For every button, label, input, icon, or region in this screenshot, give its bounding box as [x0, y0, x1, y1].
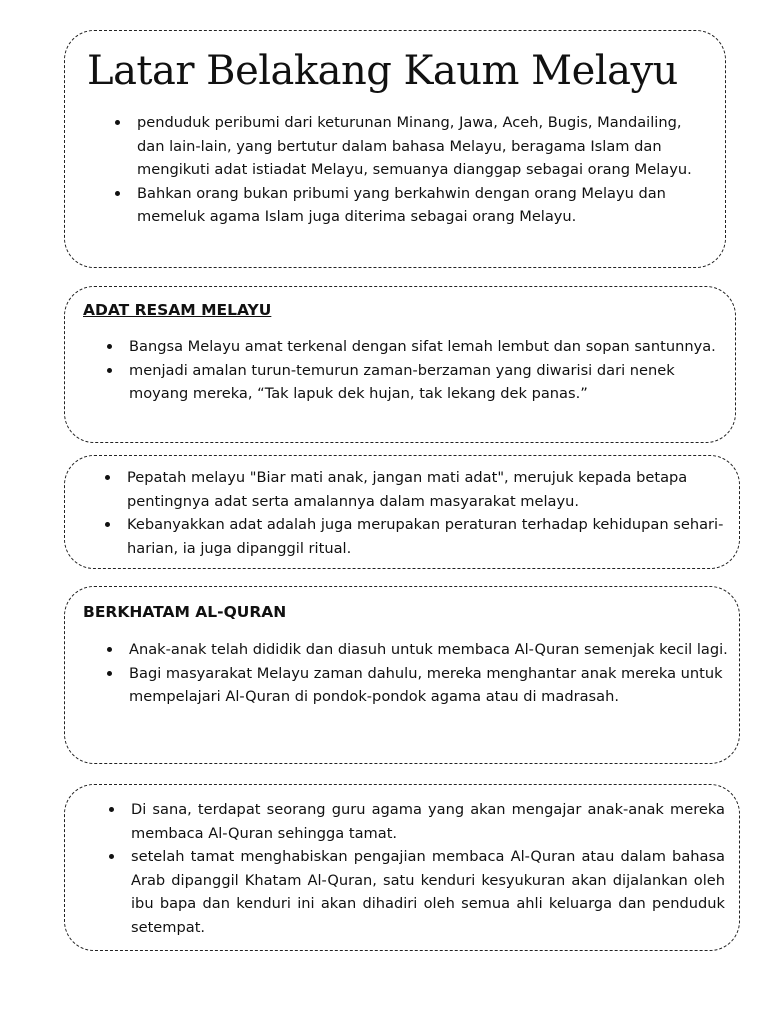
bullet-item: Kebanyakkan adat adalah juga merupakan peraturan terhadap kehidupan sehari-harian, ia juga dipanggil ritual.	[101, 513, 731, 560]
bullet-item: menjadi amalan turun-temurun zaman-berzaman yang diwarisi dari nenek moyang mereka, “Tak lapuk dek hujan, tak lekang dek panas.”	[103, 359, 723, 406]
bullet-item: setelah tamat menghabiskan pengajian membaca Al-Quran atau dalam bahasa Arab dipanggil Khatam Al-Quran, satu kenduri kesyukuran akan dijalankan oleh ibu bapa dan kenduri ini akan dihadiri oleh semua ahli keluarga dan penduduk setempat.	[105, 845, 725, 939]
bullet-item: Bahkan orang bukan pribumi yang berkahwin dengan orang Melayu dan memeluk agama Islam juga diterima sebagai orang Melayu.	[111, 182, 711, 229]
section-berkhatam	[64, 586, 740, 764]
section-latar-belakang	[64, 30, 726, 268]
section-heading: BERKHATAM AL-QURAN	[83, 603, 287, 621]
section-pepatah	[64, 455, 740, 569]
bullet-list	[105, 798, 725, 939]
page-title: Latar Belakang Kaum Melayu	[87, 48, 678, 94]
bullet-list	[101, 466, 731, 560]
bullet-item: Di sana, terdapat seorang guru agama yang akan mengajar anak-anak mereka membaca Al-Quran sehingga tamat.	[105, 798, 725, 845]
bullet-item: Bagi masyarakat Melayu zaman dahulu, mereka menghantar anak mereka untuk mempelajari Al-Quran di pondok-pondok agama atau di madrasah.	[103, 662, 733, 709]
section-heading: ADAT RESAM MELAYU	[83, 301, 272, 319]
section-khatam-detail	[64, 784, 740, 951]
bullet-item: Anak-anak telah dididik dan diasuh untuk membaca Al-Quran semenjak kecil lagi.	[103, 638, 733, 662]
bullet-list	[103, 335, 723, 406]
bullet-item: Pepatah melayu "Biar mati anak, jangan mati adat", merujuk kepada betapa pentingnya adat serta amalannya dalam masyarakat melayu.	[101, 466, 731, 513]
section-adat-resam	[64, 286, 736, 443]
bullet-item: penduduk peribumi dari keturunan Minang, Jawa, Aceh, Bugis, Mandailing, dan lain-lain, yang bertutur dalam bahasa Melayu, beragama Islam dan mengikuti adat istiadat Melayu, semuanya dianggap sebagai orang Melayu.	[111, 111, 711, 182]
bullet-list	[111, 111, 711, 229]
bullet-list	[103, 638, 733, 709]
bullet-item: Bangsa Melayu amat terkenal dengan sifat lemah lembut dan sopan santunnya.	[103, 335, 723, 359]
